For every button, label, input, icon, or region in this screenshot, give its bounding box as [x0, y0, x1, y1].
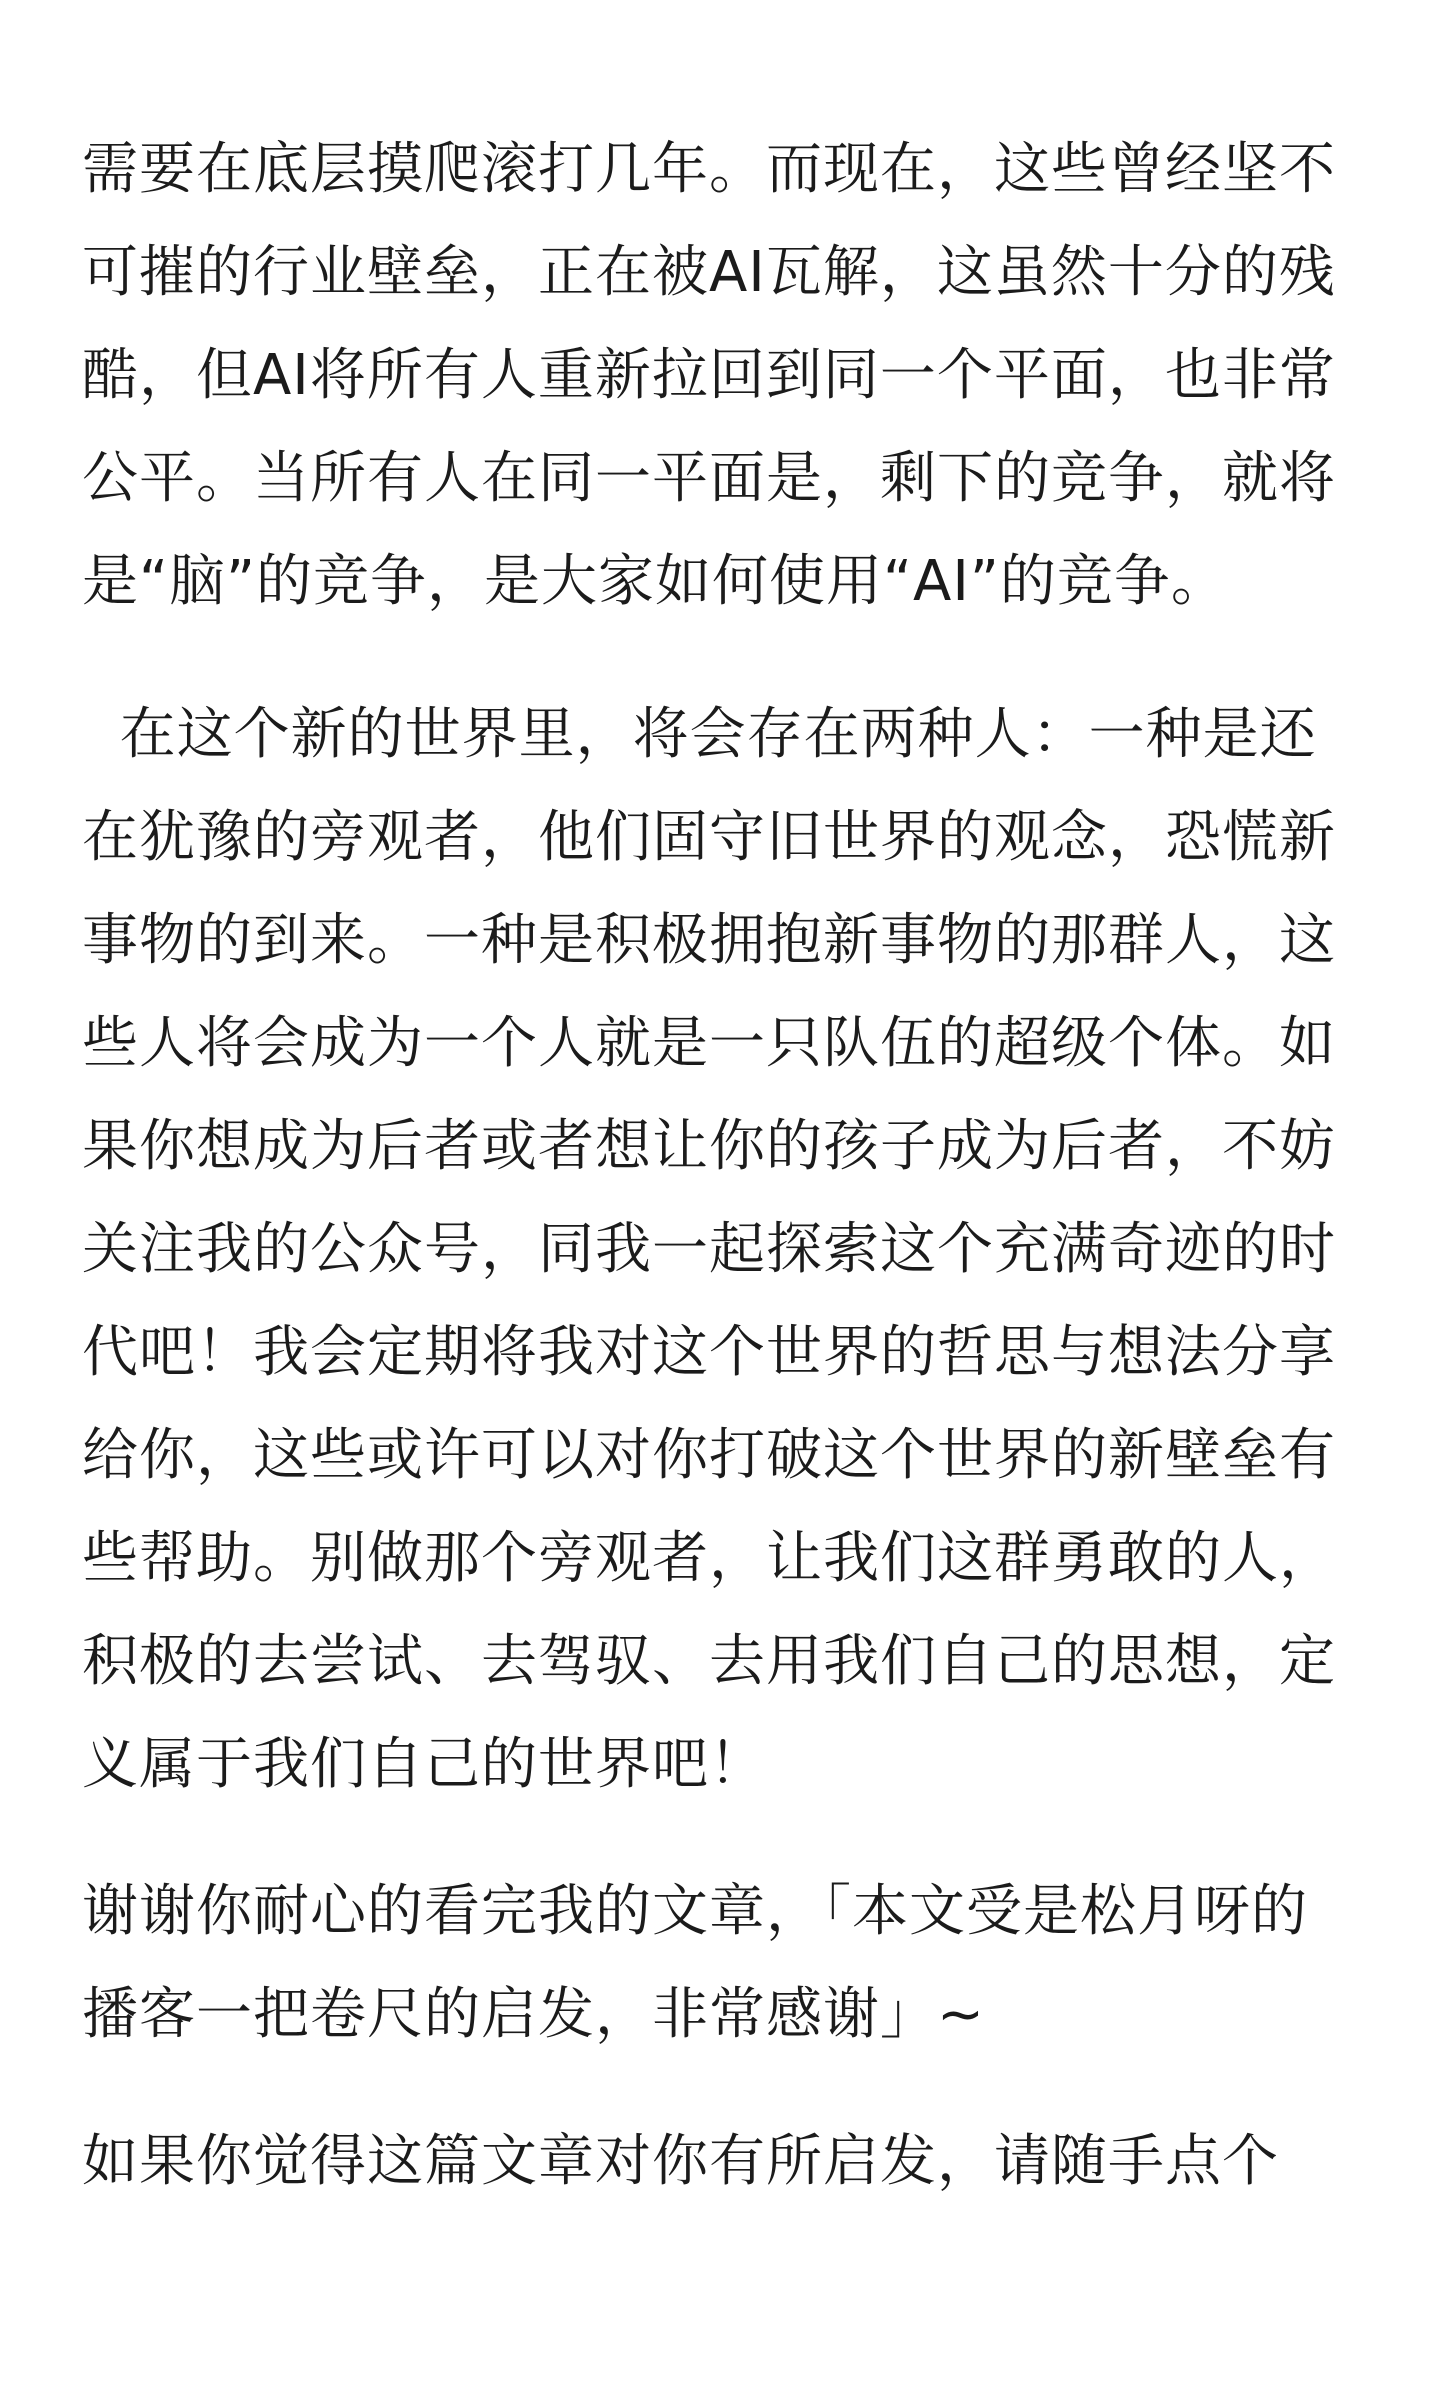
text-line: 些人将会成为一个人就是一只队伍的超级个体。如 [82, 1011, 1336, 1076]
text-line: 是“脑”的竞争，是大家如何使用“AI”的竞争。 [82, 549, 1228, 614]
text-line: 公平。当所有人在同一平面是，剩下的竞争，就将 [82, 446, 1336, 511]
text-line: 如果你觉得这篇文章对你有所启发，请随手点个 [82, 2129, 1279, 2194]
text-line: 在这个新的世界里，将会存在两种人：一种是还 [82, 702, 1317, 767]
text-line: 播客一把卷尺的启发，非常感谢」~ [82, 1982, 985, 2047]
text-line: 在犹豫的旁观者，他们固守旧世界的观念，恐慌新 [82, 805, 1336, 870]
text-line: 可摧的行业壁垒，正在被AI瓦解，这虽然十分的残 [82, 240, 1336, 305]
text-line: 关注我的公众号，同我一起探索这个充满奇迹的时 [82, 1217, 1336, 1282]
text-line: 需要在底层摸爬滚打几年。而现在，这些曾经坚不 [82, 137, 1336, 202]
text-line: 给你，这些或许可以对你打破这个世界的新壁垒有 [82, 1423, 1336, 1488]
paragraph-call-to-action [82, 2110, 1372, 2213]
paragraph-spacer [82, 1816, 1372, 1860]
paragraph-thanks [82, 1860, 1372, 2066]
text-line: 些帮助。别做那个旁观者，让我们这群勇敢的人， [82, 1526, 1336, 1591]
text-line: 积极的去尝试、去驾驭、去用我们自己的思想，定 [82, 1629, 1336, 1694]
text-line: 谢谢你耐心的看完我的文章，「本文受是松月呀的 [82, 1879, 1308, 1944]
text-line: 事物的到来。一种是积极拥抱新事物的那群人，这 [82, 908, 1336, 973]
paragraph-two-kinds-of-people [82, 683, 1372, 1816]
text-line: 酷，但AI将所有人重新拉回到同一个平面，也非常 [82, 343, 1336, 408]
paragraph-ai-barrier [82, 118, 1372, 633]
text-line: 代吧！我会定期将我对这个世界的哲思与想法分享 [82, 1320, 1336, 1385]
text-line: 义属于我们自己的世界吧！ [82, 1732, 766, 1797]
paragraph-spacer [82, 2066, 1372, 2110]
article-body [82, 118, 1372, 2213]
paragraph-spacer [82, 633, 1372, 683]
text-line: 果你想成为后者或者想让你的孩子成为后者，不妨 [82, 1114, 1336, 1179]
